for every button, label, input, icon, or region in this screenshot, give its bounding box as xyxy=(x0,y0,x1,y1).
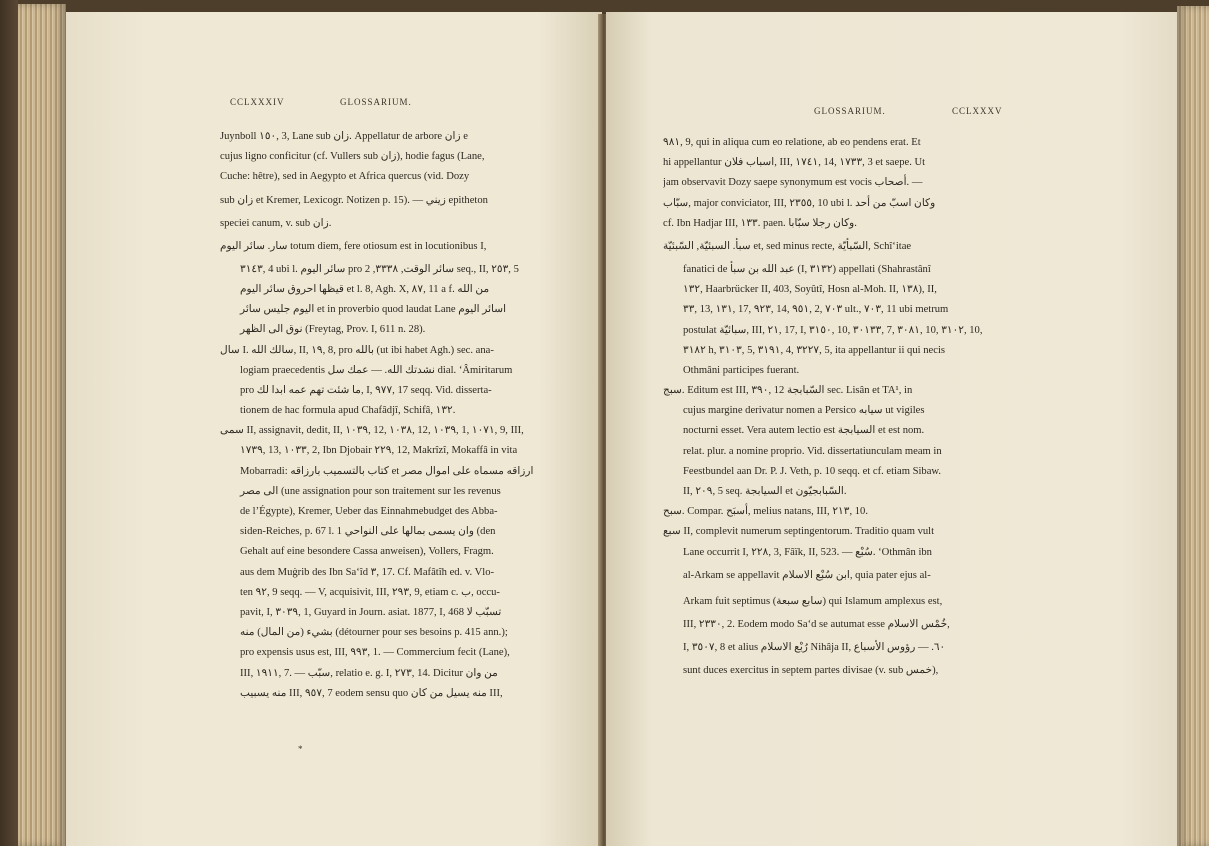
text-line: pavit, I, ٣٠٣٩, 1, Guyard in Journ. asiat. 1877, I, 468 تسبّب لا xyxy=(240,606,502,618)
left-binding-edge xyxy=(0,0,18,846)
text-line: speciei canum, v. sub زان. xyxy=(220,217,332,229)
text-line: pro ما شئت تهم عمه ابدا لك, I, ٩٧٧, 17 seqq. Vid. disserta- xyxy=(240,384,492,396)
text-line: سبّاب, major conviciator, III, ٢٣٥٥, 10 ubi l. وكان اسبّ من أحد xyxy=(663,197,936,209)
text-line: ٣١٨٢ h, ٣١٠٣, 5, ٣١٩١, 4, ٣٢٢٧, 5, ita appellantur ii qui necis xyxy=(683,344,946,356)
text-line: II, ٢٠٩, 5 seq. السيابجة et السّبابجيّون. xyxy=(683,486,847,497)
text-line: hi appellantur اسباب فلان, III, ١٧٤١, 14, ١٧٣٣, 3 et saepe. Ut xyxy=(663,157,926,169)
text-line: siden-Reiches, p. 67 l. 1 وان يسمى بمالها على النواحي (den xyxy=(240,526,496,538)
right-page xyxy=(606,12,1177,846)
text-line: ١٧٣٩, 13, ١٠٣٣, 2, Ibn Djobair ٢٢٩, 12, Makrîzî, Mokaffâ in vita xyxy=(240,445,518,457)
right-running-title: GLOSSARIUM. xyxy=(814,106,886,116)
text-line: cujus margine derivatur nomen a Persico سيابه ut vigiles xyxy=(683,405,925,417)
text-line: قيظها احروق سائر اليوم et l. 8, Agh. X, ٨٧, 11 a f. من الله xyxy=(240,283,490,295)
text-line: سبع II, complevit numerum septingentorum. Traditio quam vult xyxy=(663,526,935,538)
right-page-body xyxy=(663,133,1025,681)
text-line: ten ٩٢, 9 seqq. — V, acquisivit, III, ٢٩٣, 9, etiam c. ب, occu- xyxy=(240,586,500,598)
text-line: logiam praecedentis نشدتك الله. — عمك سل dial. ‘Âmiritarum xyxy=(240,364,513,376)
left-folio-number: CCLXXXIV xyxy=(230,97,285,107)
text-line: Gehalt auf eine besondere Cassa anweisen), Vollers, Fragm. xyxy=(240,546,494,558)
text-line: cf. Ibn Hadjar III, ١٣٣. paen. وكان رجلا سبّابا. xyxy=(663,217,857,229)
text-line: Juynboll ١٥٠, 3, Lane sub زان. Appellatur de arbore زان e xyxy=(220,131,468,142)
text-line: jam observavit Dozy saepe synonymum est vocis أصحاب. — xyxy=(663,177,923,189)
left-page xyxy=(66,12,602,846)
text-line: منه يسبيب III, ٩٥٧, 7 eodem sensu quo منه يسيل من كان III, xyxy=(240,687,503,699)
text-line: سال I. سالك الله, II, ١٩, 8, pro بالله (ut ibi habet Agh.) sec. ana- xyxy=(220,344,494,356)
text-line: ٣١٤٣, 4 ubi l. سائر اليوم pro سائر الوقت, ٣٣٣٨, 2 seq., II, ٢٥٣, 5 xyxy=(240,263,519,275)
text-line: III, ٢٣٣٠, 2. Eodem modo Sa‘d se autumat esse خُمْس الاسلام, xyxy=(683,618,950,630)
text-line: Mobarradi: كتاب بالتسميب بارزاقه et ارزاقه مسماه على اموال مصر xyxy=(240,465,534,477)
text-line: III, ١٩١١, 7. — سبّب, relatio e. g. I, ٢٧٣, 14. Dicitur من وان xyxy=(240,667,498,679)
text-line: سبج. Editum est III, ٣٩٠, 12 السّبابجة sec. Lisân et TA¹, in xyxy=(663,385,913,397)
text-line: ١٣٢, Haarbrücker II, 403, Soyûtî, Hosn al-Moh. II, ١٣٨), II, xyxy=(683,284,937,296)
text-line: Cuche: hêtre), sed in Aegypto et Africa quercus (vid. Dozy xyxy=(220,171,470,183)
left-running-title: GLOSSARIUM. xyxy=(340,97,412,107)
text-line: الى مصر (une assignation pour son traitement sur les revenus xyxy=(240,485,501,497)
text-line: اليوم جليس سائر et in proverbio quod laudat Lane اسائر اليوم xyxy=(240,304,507,316)
text-line: Feestbundel aan Dr. P. J. Veth, p. 10 seqq. et cf. etiam Sibaw. xyxy=(683,465,942,477)
text-line: de l’Égypte), Kremer, Ueber das Einnahmebudget des Abba- xyxy=(240,506,498,517)
left-page-body xyxy=(220,127,572,704)
text-line: ٩٨١, 9, qui in aliqua cum eo relatione, ab eo pendens erat. Et xyxy=(663,137,921,148)
text-line: ٣٣, 13, ١٣١, 17, ٩٢٣, 14, ٩٥١, 2, ٧٠٣ ult., ٧٠٣, 11 ubi metrum xyxy=(683,304,949,316)
text-line: Arkam fuit septimus (سابع سبعة) qui Islamum amplexus est, xyxy=(683,595,943,607)
text-line: cujus ligno conficitur (cf. Vullers sub زان), hodie fagus (Lane, xyxy=(220,151,485,163)
text-line: سار. سائر اليوم totum diem, fere otiosum est in locutionibus I, xyxy=(220,240,487,252)
left-page-stack xyxy=(18,4,66,846)
signature-mark: * xyxy=(298,744,303,754)
text-line: relat. plur. a nomine proprio. Vid. dissertatiunculam meam in xyxy=(683,445,942,457)
text-line: Othmâni participes fuerant. xyxy=(683,364,800,376)
text-line: بشيء (من المال) منه (détourner pour ses besoins p. 415 ann.); xyxy=(240,627,508,639)
text-line: tionem de hac formula apud Chafâdjî, Schifâ, ١٣٢. xyxy=(240,405,456,417)
text-line: I, ٣٥٠٧, 8 et alius رُبْع الاسلام Nihâja II, ٦٠. — رؤوس الأسباع xyxy=(683,641,946,653)
text-line: سبأ. السبئيّة, السّبئيّة et, sed minus recte, السّبأيّة, Schî‘itae xyxy=(663,240,912,252)
text-line: fanatici de عبد الله بن سبأ (I, ٣١٣٢) appellati (Shahrastânî xyxy=(683,263,931,275)
text-line: Lane occurrit I, ٢٢٨, 3, Fâïk, II, 523. — سُبْع. ‘Othmân ibn xyxy=(683,546,932,558)
text-line: sunt duces exercitus in septem partes divisae (v. sub خمس), xyxy=(683,664,939,676)
text-line: al-Arkam se appellavit ابن سُبْع الاسلام, quia pater ejus al- xyxy=(683,569,931,581)
text-line: pro expensis usus est, III, ٩٩٣, 1. — Commercium fecit (Lane), xyxy=(240,647,510,659)
right-page-stack xyxy=(1177,6,1209,846)
text-line: nocturni esset. Vera autem lectio est السيابجة et est nom. xyxy=(683,425,925,437)
text-line: aus dem Muġrib des Ibn Sa‘îd ٣, 17. Cf. Mafâtîh ed. v. Vlo- xyxy=(240,566,495,578)
text-line: postulat سبائيّة, III, ٢١, 17, I, ٣١٥٠, 10, ٣٠١٣٣, 7, ٣٠٨١, 10, ٣١٠٢, 10, xyxy=(683,324,983,336)
text-line: sub زان et Kremer, Lexicogr. Notizen p. 15). — زيني epitheton xyxy=(220,194,488,206)
text-line: نوق الى الظهر (Freytag, Prov. I, 611 n. 28). xyxy=(240,324,426,336)
text-line: سبح. Compar. أسبَح, melius natans, III, ٢١٣, 10. xyxy=(663,506,868,518)
text-line: سمى II, assignavit, dedit, II, ١٠٣٩, 12, ١٠٣٨, 12, ١٠٣٩, 1, ١٠٧١, 9, III, xyxy=(220,425,524,437)
right-folio-number: CCLXXXV xyxy=(952,106,1003,116)
